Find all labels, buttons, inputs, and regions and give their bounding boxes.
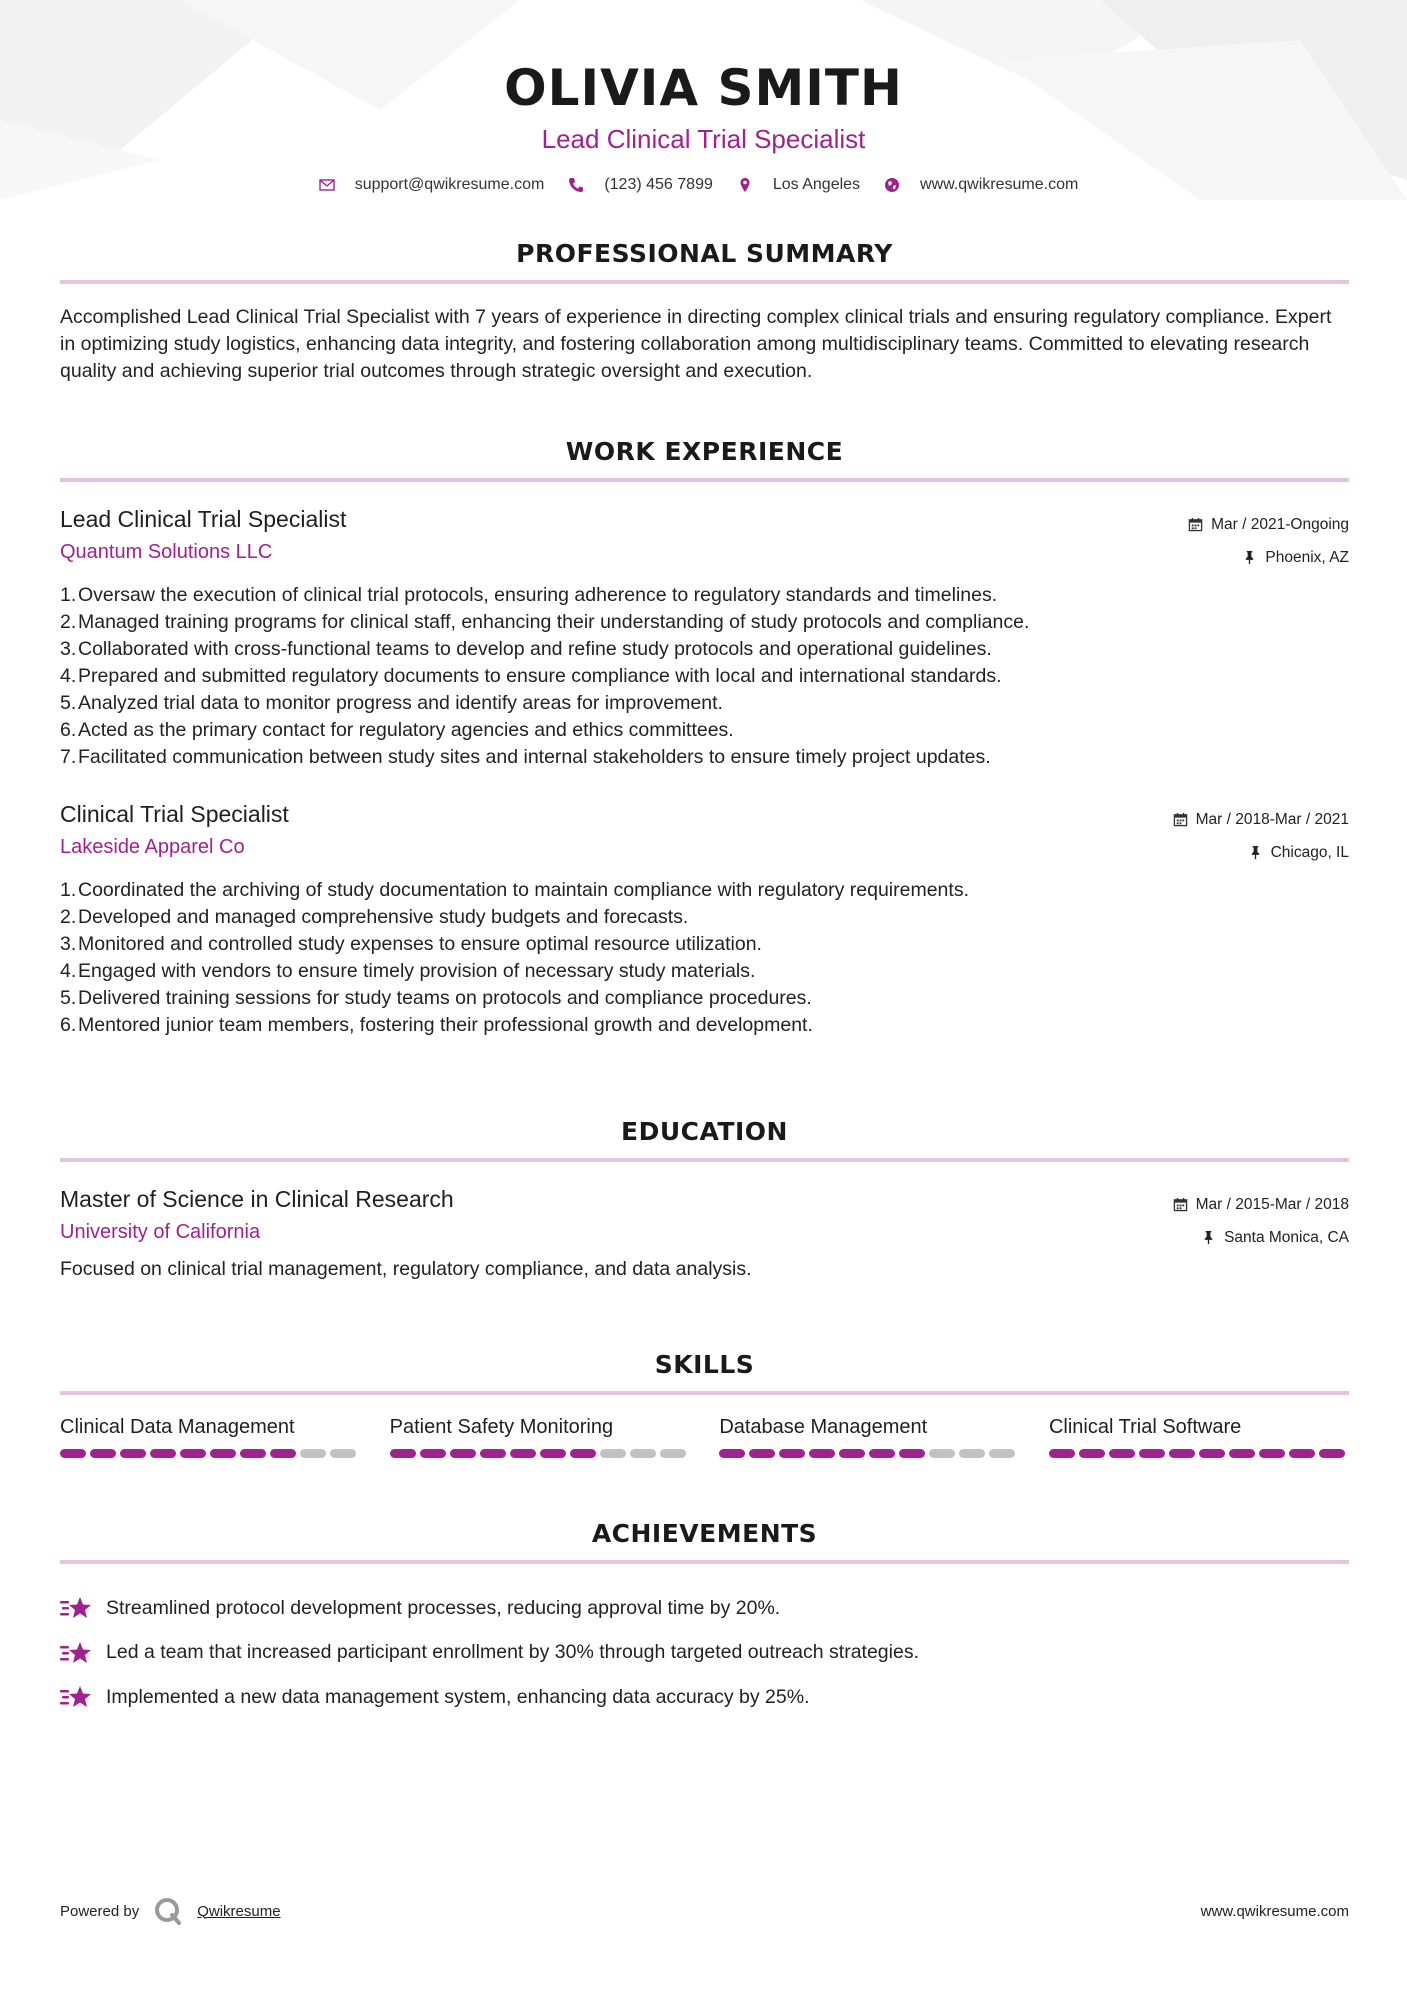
candidate-role: Lead Clinical Trial Specialist <box>541 124 866 154</box>
summary-section <box>60 238 1349 385</box>
skills-section <box>60 1349 1349 1458</box>
summary-heading: PROFESSIONAL SUMMARY <box>516 239 893 268</box>
email-text: support@qwikresume.com <box>354 176 545 193</box>
duty-item: 3. Monitored and controlled study expenses to ensure optimal resource utilization. <box>60 933 762 955</box>
skill-level-bar <box>60 1449 360 1458</box>
section-divider <box>60 1560 1349 1564</box>
job-dates: Mar / 2021-Ongoing <box>1211 515 1349 533</box>
skill-item <box>60 1413 360 1458</box>
experience-heading: WORK EXPERIENCE <box>565 437 844 466</box>
duty-item: 5. Analyzed trial data to monitor progress and identify areas for improvement. <box>60 692 723 714</box>
company-name: Quantum Solutions LLC <box>60 541 273 563</box>
skill-level-segment <box>390 1449 416 1458</box>
job-entry <box>60 799 1349 1039</box>
contact-bar <box>0 176 1407 194</box>
website-text: www.qwikresume.com <box>920 176 1079 193</box>
skill-level-segment <box>959 1449 985 1458</box>
education-entry <box>60 1184 1349 1283</box>
achievement-text: Streamlined protocol development processes, reducing approval time by 20%. <box>106 1596 781 1619</box>
shooting-star-icon <box>60 1684 92 1710</box>
skill-level-segment <box>1169 1449 1195 1458</box>
skill-level-bar <box>1049 1449 1349 1458</box>
skill-level-segment <box>420 1449 446 1458</box>
skill-level-segment <box>90 1449 116 1458</box>
page-footer <box>60 1896 1349 1926</box>
globe-icon <box>884 177 900 193</box>
degree-title: Master of Science in Clinical Research <box>60 1186 454 1212</box>
skill-level-segment <box>540 1449 566 1458</box>
achievement-item <box>60 1675 1349 1720</box>
skill-level-segment <box>1289 1449 1315 1458</box>
powered-by-label: Powered by <box>60 1902 140 1920</box>
skill-level-segment <box>120 1449 146 1458</box>
achievement-item <box>60 1586 1349 1631</box>
skill-level-segment <box>1259 1449 1285 1458</box>
skill-level-segment <box>660 1449 686 1458</box>
duty-item: 3. Collaborated with cross-functional teams to develop and refine study protocols and operational guidelines. <box>60 638 992 660</box>
achievements-section <box>60 1518 1349 1720</box>
skill-level-segment <box>450 1449 476 1458</box>
envelope-icon <box>319 177 335 193</box>
shooting-star-icon <box>60 1640 92 1666</box>
achievement-item <box>60 1631 1349 1676</box>
calendar-icon <box>1173 812 1188 827</box>
job-entry <box>60 504 1349 771</box>
duty-item: 7. Facilitated communication between study sites and internal stakeholders to ensure timely project updates. <box>60 746 991 768</box>
resume-header <box>0 56 1407 194</box>
job-duties <box>60 582 1349 771</box>
duty-item: 4. Engaged with vendors to ensure timely provision of necessary study materials. <box>60 960 756 982</box>
qwikresume-logo-icon <box>153 1896 183 1926</box>
job-meta <box>1188 508 1349 574</box>
section-divider <box>60 1391 1349 1395</box>
skill-level-segment <box>809 1449 835 1458</box>
achievement-text: Implemented a new data management system, enhancing data accuracy by 25%. <box>106 1685 810 1708</box>
skill-name: Patient Safety Monitoring <box>389 1416 614 1438</box>
pushpin-icon <box>1248 845 1263 860</box>
skill-level-segment <box>1139 1449 1165 1458</box>
brand-link[interactable]: Qwikresume <box>197 1902 281 1920</box>
duty-item: 2. Developed and managed comprehensive study budgets and forecasts. <box>60 906 689 928</box>
skill-list <box>60 1413 1349 1458</box>
skill-level-segment <box>180 1449 206 1458</box>
duty-item: 5. Delivered training sessions for study teams on protocols and compliance procedures. <box>60 987 812 1009</box>
contact-email[interactable] <box>319 176 545 194</box>
phone-icon <box>568 177 584 193</box>
skill-level-segment <box>270 1449 296 1458</box>
skill-level-segment <box>240 1449 266 1458</box>
job-list <box>60 504 1349 1039</box>
section-divider <box>60 1158 1349 1162</box>
education-description: Focused on clinical trial management, regulatory compliance, and data analysis. <box>60 1258 752 1280</box>
pushpin-icon <box>1201 1230 1216 1245</box>
skill-level-segment <box>719 1449 745 1458</box>
skill-level-bar <box>719 1449 1019 1458</box>
job-title: Lead Clinical Trial Specialist <box>60 506 347 532</box>
job-location: Phoenix, AZ <box>1265 548 1349 566</box>
skill-level-segment <box>779 1449 805 1458</box>
education-dates: Mar / 2015-Mar / 2018 <box>1195 1195 1349 1213</box>
skill-level-segment <box>839 1449 865 1458</box>
skills-heading: SKILLS <box>654 1350 755 1379</box>
footer-website[interactable]: www.qwikresume.com <box>1200 1902 1349 1920</box>
skill-level-segment <box>1319 1449 1345 1458</box>
section-divider <box>60 478 1349 482</box>
job-dates: Mar / 2018-Mar / 2021 <box>1195 810 1349 828</box>
skill-level-segment <box>869 1449 895 1458</box>
pushpin-icon <box>1242 550 1257 565</box>
skill-level-segment <box>510 1449 536 1458</box>
calendar-icon <box>1173 1197 1188 1212</box>
skill-level-segment <box>1109 1449 1135 1458</box>
skill-item <box>1049 1413 1349 1458</box>
school-name: University of California <box>60 1221 261 1243</box>
contact-website[interactable] <box>884 176 1078 194</box>
phone-text: (123) 456 7899 <box>604 176 713 193</box>
map-pin-icon <box>737 177 753 193</box>
location-text: Los Angeles <box>772 176 861 193</box>
contact-location <box>737 176 860 194</box>
job-location: Chicago, IL <box>1270 843 1349 861</box>
skill-item <box>390 1413 690 1458</box>
skill-level-segment <box>1199 1449 1225 1458</box>
education-section <box>60 1116 1349 1283</box>
skill-level-segment <box>300 1449 326 1458</box>
duty-item: 6. Mentored junior team members, fostering their professional growth and development. <box>60 1014 813 1036</box>
skill-level-segment <box>899 1449 925 1458</box>
achievement-text: Led a team that increased participant enrollment by 30% through targeted outreach strategies. <box>106 1641 919 1664</box>
skill-level-segment <box>749 1449 775 1458</box>
job-duties <box>60 877 1349 1039</box>
calendar-icon <box>1188 517 1203 532</box>
section-divider <box>60 280 1349 284</box>
achievement-list <box>60 1586 1349 1720</box>
skill-name: Clinical Trial Software <box>1048 1416 1242 1438</box>
job-title: Clinical Trial Specialist <box>60 801 289 827</box>
summary-text: Accomplished Lead Clinical Trial Specialist with 7 years of experience in directing complex clinical trials and ensuring regulatory compliance. Expert in optimizing study logistics, enhancing data integrity, and fostering collaboration among multidisciplinary teams. Committed to elevating research quality and achieving superior trial outcomes through strategic oversight and execution. <box>60 306 1332 382</box>
skill-level-segment <box>929 1449 955 1458</box>
skill-item <box>719 1413 1019 1458</box>
skill-name: Clinical Data Management <box>60 1416 295 1438</box>
candidate-name: OLIVIA SMITH <box>504 59 903 117</box>
powered-by <box>60 1896 281 1926</box>
education-meta <box>1173 1188 1349 1254</box>
experience-section <box>60 436 1349 1039</box>
skill-level-segment <box>1049 1449 1075 1458</box>
skill-level-segment <box>330 1449 356 1458</box>
duty-item: 6. Acted as the primary contact for regulatory agencies and ethics committees. <box>60 719 734 741</box>
skill-level-segment <box>570 1449 596 1458</box>
skill-level-segment <box>600 1449 626 1458</box>
skill-level-bar <box>390 1449 690 1458</box>
skill-name: Database Management <box>719 1416 928 1438</box>
duty-item: 1. Oversaw the execution of clinical trial protocols, ensuring adherence to regulatory standards and timelines. <box>60 584 998 606</box>
duty-item: 1. Coordinated the archiving of study documentation to maintain compliance with regulatory requirements. <box>60 879 969 901</box>
company-name: Lakeside Apparel Co <box>60 836 245 858</box>
skill-level-segment <box>630 1449 656 1458</box>
duty-item: 2. Managed training programs for clinical staff, enhancing their understanding of study protocols and compliance. <box>60 611 1030 633</box>
contact-phone[interactable] <box>568 176 713 194</box>
skill-level-segment <box>1229 1449 1255 1458</box>
skill-level-segment <box>480 1449 506 1458</box>
job-meta <box>1173 803 1349 869</box>
skill-level-segment <box>1079 1449 1105 1458</box>
education-heading: EDUCATION <box>621 1117 788 1146</box>
duty-item: 4. Prepared and submitted regulatory documents to ensure compliance with local and international standards. <box>60 665 1002 687</box>
skill-level-segment <box>150 1449 176 1458</box>
shooting-star-icon <box>60 1595 92 1621</box>
skill-level-segment <box>210 1449 236 1458</box>
skill-level-segment <box>989 1449 1015 1458</box>
education-location: Santa Monica, CA <box>1224 1228 1349 1246</box>
skill-level-segment <box>60 1449 86 1458</box>
achievements-heading: ACHIEVEMENTS <box>591 1519 818 1548</box>
